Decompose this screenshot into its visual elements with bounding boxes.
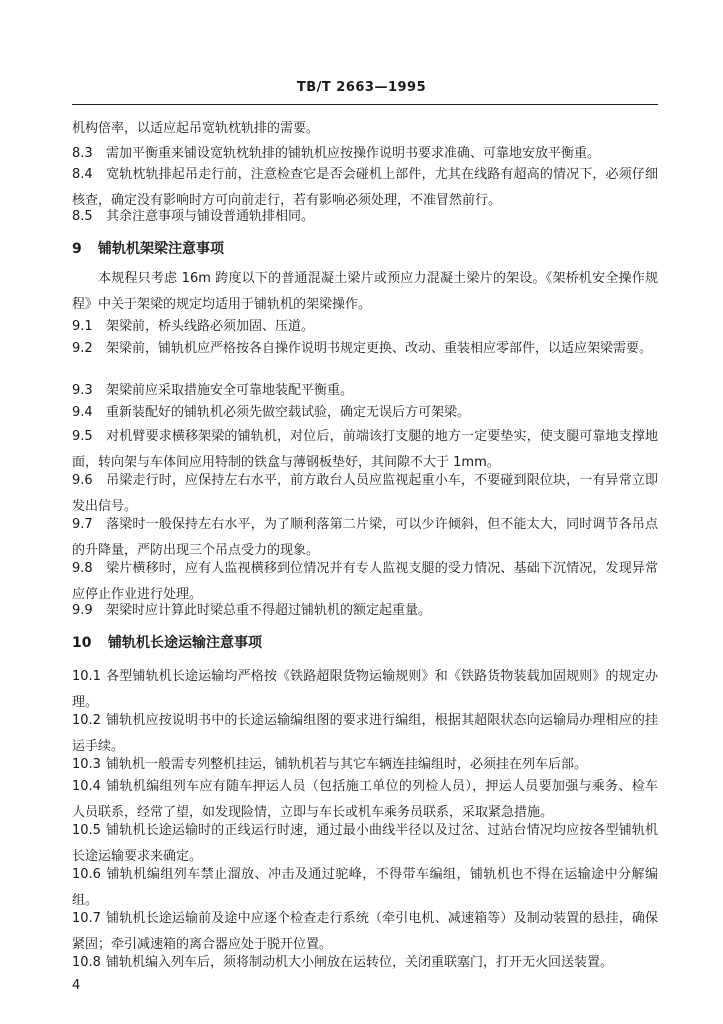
- clause-number: 10.6: [72, 867, 101, 882]
- section-10-heading: [72, 632, 262, 652]
- clause-text: 宽轨枕轨排起吊走行前，注意检查它是否会碰机上部件，尤其在线路有超高的情况下，必须仔细核查，确定没有影响时方可向前走行，若有影响必须处理，不准冒然前行。: [72, 167, 658, 208]
- paragraph-continuation: [72, 116, 658, 142]
- clause-text: 各型铺轨机长途运输均严格按《铁路超限货物运输规则》和《铁路货物装载加固规则》的规定办理。: [72, 669, 658, 710]
- clause-9-2: [72, 336, 658, 362]
- clause-text: 需加平衡重来铺设宽轨枕轨排的铺轨机应按操作说明书要求准确、可靠地安放平衡重。: [106, 146, 601, 161]
- clause-number: 10.2: [72, 713, 101, 728]
- clause-text: 铺轨机长途运输时的正线运行时速，通过最小曲线半径以及过岔、过站台情况均应按各型铺轨机长途运输要求来确定。: [72, 823, 658, 864]
- clause-text: 落梁时一般保持左右水平，为了顺利落第二片梁，可以少许倾斜，但不能太大，同时调节各吊点的升降量，严防出现三个吊点受力的现象。: [72, 517, 658, 558]
- section-9-heading: [72, 238, 224, 258]
- paragraph-text: 机构倍率，以适应起吊宽轨枕轨排的需要。: [72, 121, 320, 136]
- clause-text: 重新装配好的铺轨机必须先做空载试验，确定无误后方可架梁。: [106, 405, 471, 420]
- clause-number: 9.1: [72, 319, 93, 334]
- clause-number: 9.9: [72, 603, 93, 618]
- section-title: 铺轨机长途运输注意事项: [108, 635, 262, 651]
- clause-text: 铺轨机应按说明书中的长途运输编组图的要求进行编组，根据其超限状态向运输局办理相应的挂运手续。: [72, 713, 658, 754]
- clause-text: 对机臂要求横移架梁的铺轨机，对位后，前端该打支腿的地方一定要垫实，使支腿可靠地支撑地面，转向架与车体间应用特制的铁盒与薄钢板垫好，其间隙不大于 1mm。: [72, 429, 658, 470]
- paragraph-text: 本规程只考虑 16m 跨度以下的普通混凝土梁片或预应力混凝土梁片的架设。《架桥机安全操作规程》中关于架梁的规定均适用于铺轨机的架梁操作。: [72, 271, 658, 312]
- page-number: 4: [72, 978, 81, 993]
- clause-number: 10.1: [72, 669, 101, 684]
- clause-number: 9.6: [72, 473, 93, 488]
- clause-text: 铺轨机编组列车禁止溜放、冲击及通过驼峰，不得带车编组，铺轨机也不得在运输途中分解编组。: [72, 867, 658, 908]
- standard-number-header: TB/T 2663—1995: [296, 80, 427, 95]
- clause-9-4: [72, 400, 658, 426]
- clause-8-5: [72, 204, 658, 230]
- clause-number: 9.4: [72, 405, 93, 420]
- section-title: 铺轨机架梁注意事项: [98, 241, 224, 257]
- clause-text: 架梁前，铺轨机应严格按各自操作说明书规定更换、改动、重装相应零部件，以适应架梁需要。: [106, 341, 653, 356]
- clause-text: 梁片横移时，应有人监视横移到位情况并有专人监视支腿的受力情况、基础下沉情况，发现异常应停止作业进行处理。: [72, 561, 658, 602]
- clause-number: 9.2: [72, 341, 93, 356]
- clause-number: 9.3: [72, 383, 93, 398]
- clause-number: 9.7: [72, 517, 93, 532]
- clause-text: 吊梁走行时，应保持左右水平，前方敢台人员应监视起重小车，不要碰到限位块，一有异常立即发出信号。: [72, 473, 658, 514]
- section-number: 9: [72, 241, 82, 257]
- clause-number: 8.4: [72, 167, 93, 182]
- clause-10-8: [72, 950, 658, 976]
- clause-number: 10.5: [72, 823, 101, 838]
- clause-9-9: [72, 598, 658, 624]
- header-rule: [72, 104, 658, 105]
- clause-text: 铺轨机编入列车后，须将制动机大小闸放在运转位，关闭重联塞门，打开无火回送装置。: [106, 955, 614, 970]
- clause-number: 10.3: [72, 757, 101, 772]
- clause-text: 架梁前，桥头线路必须加固、压道。: [106, 319, 315, 334]
- clause-number: 10.4: [72, 779, 101, 794]
- section-9-intro: [72, 266, 658, 318]
- clause-number: 10.7: [72, 911, 101, 926]
- clause-text: 架梁时应计算此时梁总重不得超过铺轨机的额定起重量。: [106, 603, 432, 618]
- clause-text: 架梁前应采取措施安全可靠地装配平衡重。: [106, 383, 354, 398]
- clause-text: 铺轨机编组列车应有随车押运人员（包括施工单位的列检人员），押运人员要加强与乘务、检车人员联系，经常了望，如发现险情，立即与车长或机车乘务员联系，采取紧急措施。: [72, 779, 658, 820]
- section-number: 10: [72, 635, 92, 651]
- clause-number: 9.8: [72, 561, 93, 576]
- clause-text: 其余注意事项与铺设普通轨排相同。: [106, 209, 315, 224]
- clause-number: 8.3: [72, 146, 93, 161]
- clause-number: 8.5: [72, 209, 93, 224]
- clause-number: 10.8: [72, 955, 101, 970]
- clause-text: 铺轨机一般需专列整机挂运，铺轨机若与其它车辆连挂编组时，必须挂在列车后部。: [106, 757, 588, 772]
- clause-text: 铺轨机长途运输前及途中应逐个检查走行系统（牵引电机、减速箱等）及制动装置的悬挂，确保紧固；牵引减速箱的离合器应处于脱开位置。: [72, 911, 658, 952]
- clause-number: 9.5: [72, 429, 93, 444]
